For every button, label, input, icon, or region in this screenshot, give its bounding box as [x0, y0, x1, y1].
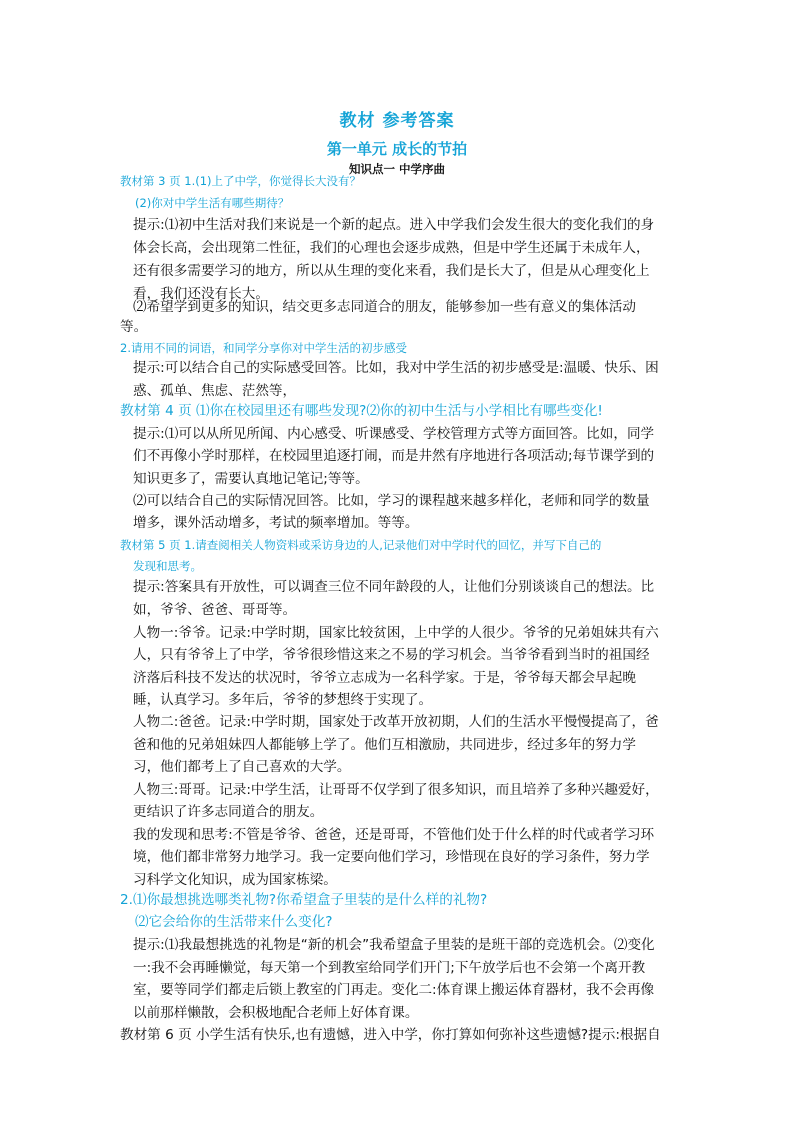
- text-line: 提示:⑴初中生活对我们来说是一个新的起点。进入中学我们会发生很大的变化我们的身: [133, 217, 655, 233]
- text-line: 2.请用不同的词语，和同学分享你对中学生活的初步感受: [120, 341, 407, 355]
- text-line: 增多，课外活动增多，考试的频率增加。等等。: [133, 515, 419, 531]
- section-heading: 知识点一 中学序曲: [348, 162, 445, 176]
- text-line: 睡，认真学习。多年后，爷爷的梦想终于实现了。: [133, 692, 433, 708]
- text-line: 看，我们还没有长大。: [133, 286, 269, 302]
- text-line: 习，他们都考上了自己喜欢的大学。: [133, 759, 351, 775]
- text-line: 教材第 3 页 1.(1)上了中学，你觉得长大没有？: [120, 174, 362, 188]
- text-line: 2.⑴你最想挑选哪类礼物?你希望盒子里装的是什么样的礼物?: [120, 892, 488, 908]
- text-line: 提示:可以结合自己的实际感受回答。比如，我对中学生活的初步感受是:温暖、快乐、困: [133, 360, 659, 376]
- text-line: (2)你对中学生活有哪些期待？: [135, 196, 290, 210]
- text-line: 们不再像小学时那样，在校园里追逐打闹，而是井然有序地进行各项活动;每节课学到的: [133, 448, 655, 464]
- text-line: 还有很多需要学习的地方，所以从生理的变化来看，我们是长大了，但是从心理变化上: [133, 263, 650, 279]
- text-line: 提示:答案具有开放性，可以调查三位不同年龄段的人，让他们分别谈谈自己的想法。比: [133, 579, 655, 595]
- text-line: 提示:⑴可以从所见所闻、内心感受、听课感受、学校管理方式等方面回答。比如，同学: [133, 426, 655, 442]
- text-line: 我的发现和思考:不管是爷爷、爸爸，还是哥哥，不管他们处于什么样的时代或者学习环: [133, 827, 655, 843]
- text-line: 以前那样懒散，会积极地配合老师上好体育课。: [133, 1005, 419, 1021]
- text-line: 教材第 5 页 1.请查阅相关人物资料或采访身边的人,记录他们对中学时代的回忆，并写下自己的: [120, 538, 602, 552]
- document-title: 教材 参考答案: [339, 111, 455, 131]
- text-line: 提示:⑴我最想挑选的礼物是“新的机会”我希望盒子里装的是班干部的竞选机会。⑵变化: [133, 937, 655, 953]
- text-line: 济落后科技不发达的状况时，爷爷立志成为一名科学家。于是，爷爷每天都会早起晚: [133, 670, 636, 686]
- text-line: 人物二:爸爸。记录:中学时期，国家处于改革开放初期，人们的生活水平慢慢提高了，爸: [133, 714, 659, 730]
- text-line: 爸和他的兄弟姐妹四人都能够上学了。他们互相激励，共同进步，经过多年的努力学: [133, 737, 636, 753]
- text-line: 人物一:爷爷。记录:中学时期，国家比较贫困，上中学的人很少。爷爷的兄弟姐妹共有六: [133, 625, 659, 641]
- text-line: 如，爷爷、爸爸、哥哥等。: [133, 602, 297, 618]
- text-line: ⑵可以结合自己的实际情况回答。比如，学习的课程越来越多样化，老师和同学的数量: [133, 493, 650, 509]
- text-line: 体会长高，会出现第二性征，我们的心理也会逐步成熟，但是中学生还属于未成年人，: [133, 240, 650, 256]
- text-line: 境，他们都非常努力地学习。我一定要向他们学习，珍惜现在良好的学习条件，努力学: [133, 849, 650, 865]
- text-line: 知识更多了，需要认真地记笔记;等等。: [133, 471, 369, 487]
- text-line: ⑵它会给你的生活带来什么变化?: [135, 914, 333, 930]
- text-line: 更结识了许多志同道合的朋友。: [133, 804, 324, 820]
- text-line: 教材第 6 页 小学生活有快乐,也有遗憾，进入中学，你打算如何弥补这些遗憾?提示:根据自: [120, 1027, 661, 1043]
- text-line: 人物三:哥哥。记录:中学生活，让哥哥不仅学到了很多知识，而且培养了多种兴趣爱好，: [133, 782, 659, 798]
- text-line: 发现和思考。: [133, 559, 202, 573]
- text-line: 等。: [120, 319, 148, 335]
- unit-heading: 第一单元 成长的节拍: [326, 140, 468, 158]
- text-line: ⑵希望学到更多的知识，结交更多志同道合的朋友，能够参加一些有意义的集体活动: [133, 299, 636, 315]
- text-line: 教材第 4 页 ⑴你在校园里还有哪些发现?⑵你的初中生活与小学相比有哪些变化!: [120, 403, 603, 419]
- text-line: 习科学文化知识，成为国家栋梁。: [133, 872, 337, 888]
- text-line: 室，要等同学们都走后锁上教室的门再走。变化二:体育课上搬运体育器材，我不会再像: [133, 982, 655, 998]
- text-line: 一:我不会再睡懒觉，每天第一个到教室给同学们开门;下午放学后也不会第一个离开教: [133, 960, 646, 976]
- text-line: 人，只有爷爷上了中学，爷爷很珍惜这来之不易的学习机会。当爷爷看到当时的祖国经: [133, 647, 650, 663]
- text-line: 惑、孤单、焦虑、茫然等，: [133, 383, 297, 399]
